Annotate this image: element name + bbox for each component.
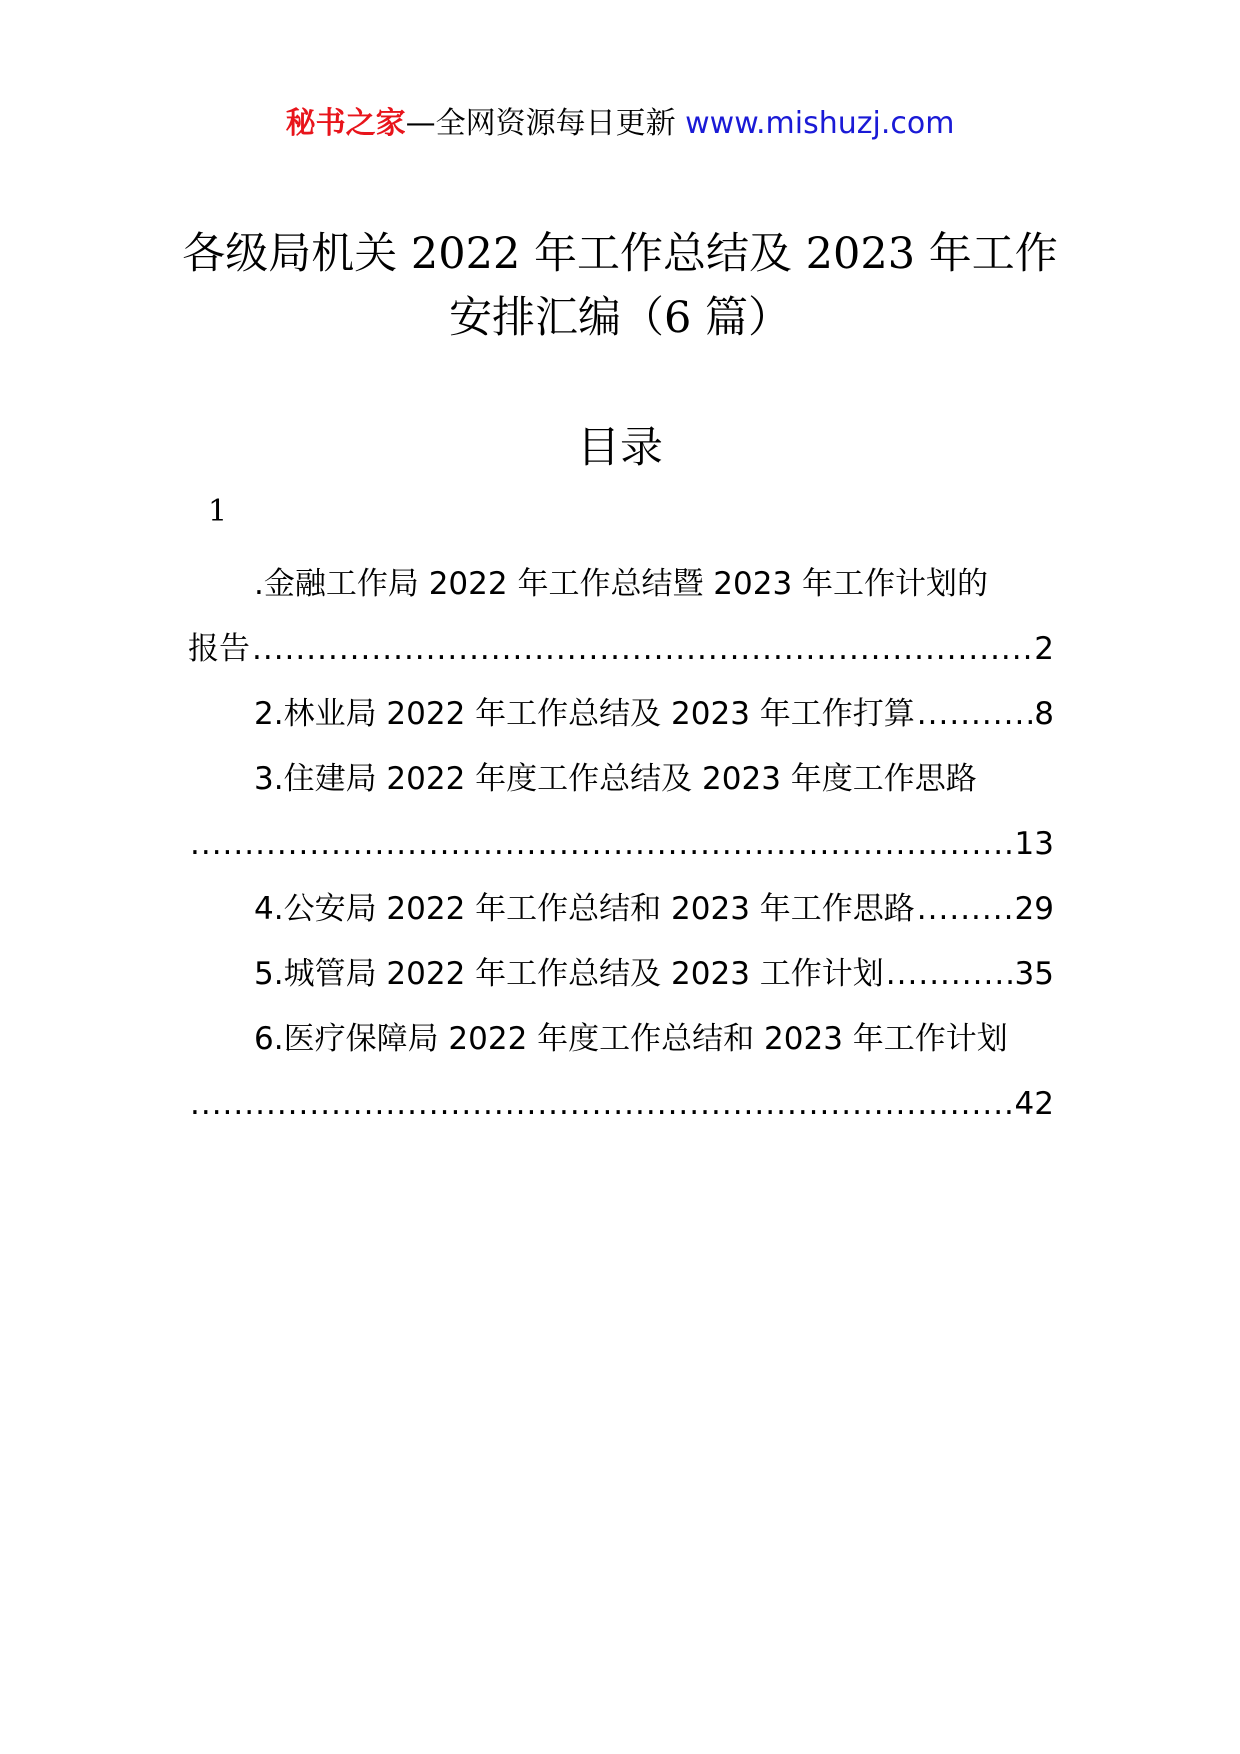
title-line-1: 各级局机关 2022 年工作总结及 2023 年工作 [182, 229, 1058, 279]
toc-entry-title: 6.医疗保障局 2022 年度工作总结和 2023 年工作计划 [254, 1021, 1008, 1057]
toc-entry[interactable] [188, 1007, 1054, 1137]
site-url-link[interactable]: www.mishuzj.com [685, 106, 955, 141]
table-of-contents [188, 552, 1054, 1137]
toc-entry[interactable] [188, 942, 1054, 1007]
site-banner [0, 102, 1240, 146]
toc-entry-line [188, 877, 1054, 942]
toc-entry-line [188, 617, 1054, 682]
title-line-2: 安排汇编（6 篇） [448, 293, 792, 343]
toc-page-number: 2 [1034, 631, 1054, 667]
toc-entry-line [188, 552, 1054, 617]
dot-leader [917, 682, 1032, 747]
toc-heading: 目录 [577, 423, 663, 473]
toc-entry[interactable] [188, 682, 1054, 747]
toc-stray-number: 1 [208, 494, 228, 529]
dot-leader [886, 942, 1013, 1007]
toc-entry-title: .金融工作局 2022 年工作总结暨 2023 年工作计划的 [254, 566, 989, 602]
dot-leader [190, 812, 1013, 877]
toc-entry[interactable] [188, 877, 1054, 942]
toc-entry-title-cont: 报告 [188, 631, 250, 667]
toc-page-number: 13 [1014, 826, 1054, 862]
toc-entry-title: 4.公安局 2022 年工作总结和 2023 年工作思路 [254, 891, 915, 927]
toc-entry[interactable] [188, 747, 1054, 877]
dot-leader [190, 1072, 1013, 1137]
toc-entry-line [188, 682, 1054, 747]
toc-entry[interactable] [188, 552, 1054, 682]
toc-page-number: 35 [1014, 956, 1054, 992]
dot-leader [252, 617, 1032, 682]
toc-entry-line [188, 1072, 1054, 1137]
dot-leader [917, 877, 1013, 942]
toc-page-number: 8 [1034, 696, 1054, 732]
brand-name: 秘书之家 [285, 106, 406, 141]
toc-entry-line [188, 1007, 1054, 1072]
toc-entry-line [188, 812, 1054, 877]
toc-entry-title: 3.住建局 2022 年度工作总结及 2023 年度工作思路 [254, 761, 977, 797]
toc-entry-line [188, 747, 1054, 812]
toc-page-number: 42 [1014, 1086, 1054, 1122]
toc-entry-title: 2.林业局 2022 年工作总结及 2023 年工作打算 [254, 696, 915, 732]
document-title [150, 222, 1090, 350]
toc-entry-title: 5.城管局 2022 年工作总结及 2023 工作计划 [254, 956, 884, 992]
toc-page-number: 29 [1014, 891, 1054, 927]
banner-tagline: —全网资源每日更新 [405, 106, 686, 141]
toc-entry-line [188, 942, 1054, 1007]
